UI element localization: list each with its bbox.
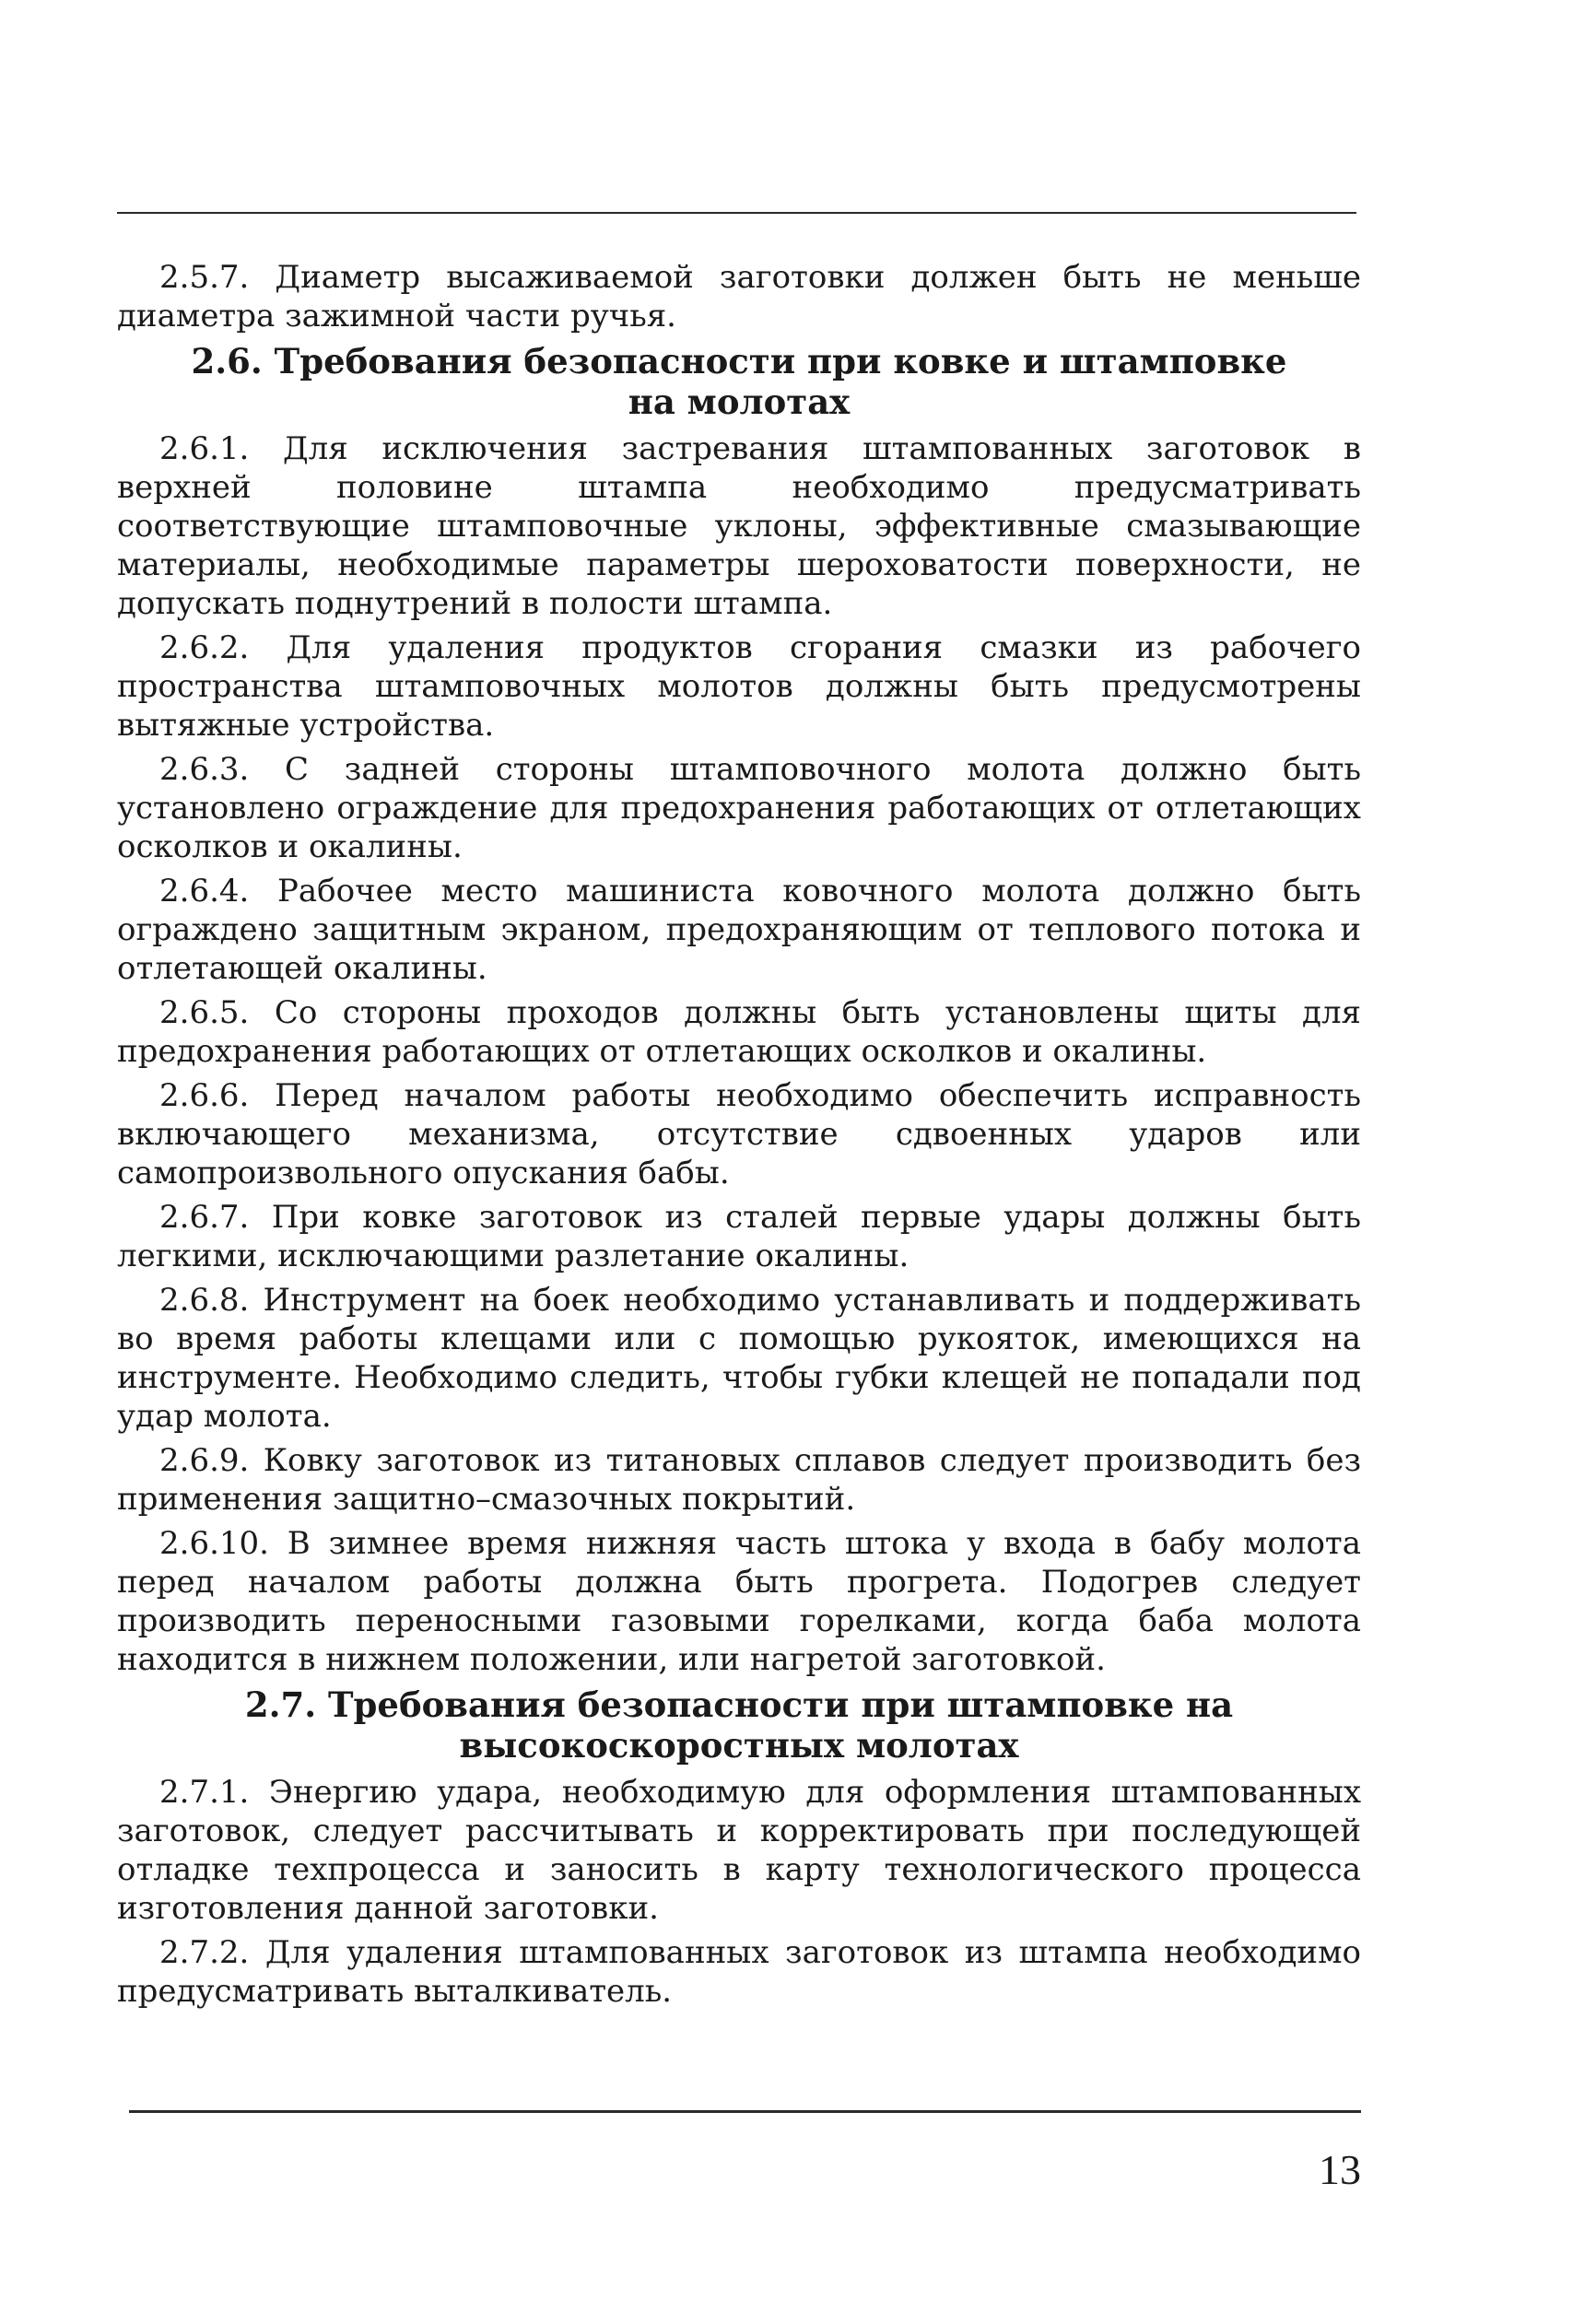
section-heading-2-6: 2.6. Требования безопасности при ковке и штамповке на молотах: [191, 341, 1287, 422]
paragraph-2-5-7: 2.5.7. Диаметр высаживаемой заготовки должен быть не меньше диаметра зажимной части ручья.: [117, 259, 1361, 334]
bottom-rule: [129, 2110, 1361, 2113]
paragraph-2-6-1: 2.6.1. Для исключения застревания штампованных заготовок в верхней половине штампа необходимо предусматривать соответствующие штамповочные уклоны, эффективные смазывающие материалы, необходимые параметры шероховатости поверхности, не допускать поднутрений в полости штампа.: [117, 430, 1361, 622]
page-number: 13: [1319, 2146, 1361, 2193]
paragraph-2-6-10: 2.6.10. В зимнее время нижняя часть штока у входа в бабу молота перед началом работы должна быть прогрета. Подогрев следует производить переносными газовыми горелками, когда баба молота находится в нижнем положении, или нагретой заготовкой.: [117, 1525, 1361, 1678]
paragraph-2-6-9: 2.6.9. Ковку заготовок из титановых сплавов следует производить без применения защитно–смазочных покрытий.: [117, 1442, 1361, 1518]
top-rule: [117, 212, 1356, 214]
section-heading-2-7: 2.7. Требования безопасности при штамповке на высокоскоростных молотах: [244, 1684, 1234, 1766]
paragraph-2-7-1: 2.7.1. Энергию удара, необходимую для оформления штампованных заготовок, следует рассчитывать и корректировать при последующей отладке техпроцесса и заносить в карту технологического процесса изготовления данной заготовки.: [117, 1774, 1361, 1927]
paragraph-2-6-4: 2.6.4. Рабочее место машиниста ковочного молота должно быть ограждено защитным экраном, предохраняющим от теплового потока и отлетающей окалины.: [117, 873, 1361, 987]
paragraph-2-7-2: 2.7.2. Для удаления штампованных заготовок из штампа необходимо предусматривать выталкиватель.: [117, 1934, 1361, 2010]
paragraph-2-6-8: 2.6.8. Инструмент на боек необходимо устанавливать и поддерживать во время работы клещами или с помощью рукояток, имеющихся на инструменте. Необходимо следить, чтобы губки клещей не попадали под удар молота.: [117, 1282, 1361, 1435]
paragraph-2-6-7: 2.6.7. При ковке заготовок из сталей первые удары должны быть легкими, исключающими разлетание окалины.: [117, 1199, 1361, 1274]
paragraph-2-6-6: 2.6.6. Перед началом работы необходимо обеспечить исправность включающего механизма, отсутствие сдвоенных ударов или самопроизвольного опускания бабы.: [117, 1077, 1361, 1191]
page-body: [117, 258, 1361, 2016]
paragraph-2-6-3: 2.6.3. С задней стороны штамповочного молота должно быть установлено ограждение для предохранения работающих от отлетающих осколков и окалины.: [117, 751, 1361, 865]
paragraph-2-6-5: 2.6.5. Со стороны проходов должны быть установлены щиты для предохранения работающих от отлетающих осколков и окалины.: [117, 994, 1361, 1070]
paragraph-2-6-2: 2.6.2. Для удаления продуктов сгорания смазки из рабочего пространства штамповочных молотов должны быть предусмотрены вытяжные устройства.: [117, 629, 1361, 744]
